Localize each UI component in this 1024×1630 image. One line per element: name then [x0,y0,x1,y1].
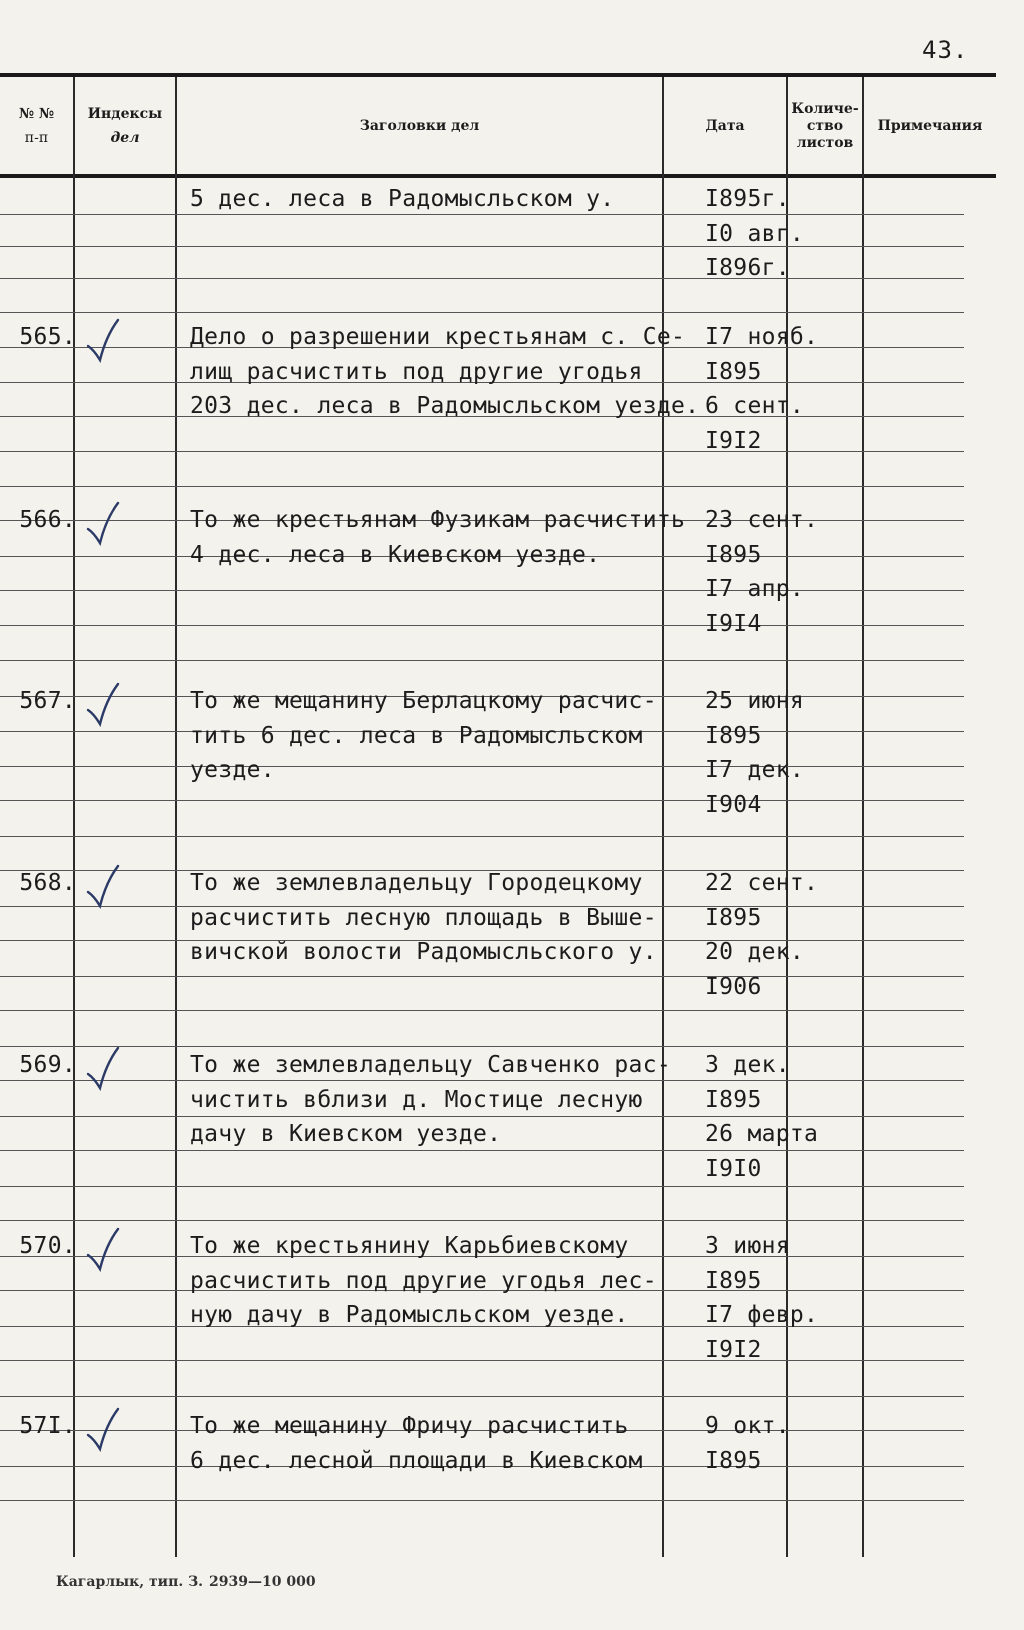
header-date: Дата [705,118,745,134]
case-date: I9I2 [705,1336,762,1363]
case-title-line: расчистить лесную площадь в Выше- [190,904,657,931]
case-date: 20 дек. [705,939,805,966]
case-date: I895 [705,1447,762,1474]
ruled-line [0,1500,964,1501]
ruled-line [0,1080,964,1081]
ruled-line [0,1046,964,1047]
header-title: Заголовки дел [359,118,480,134]
checkmark-icon [84,499,126,547]
ruled-line [0,312,964,313]
page-number: 43. [922,36,969,64]
case-title-line: лищ расчистить под другие угодья [190,358,643,385]
case-date: I895 [705,1267,762,1294]
case-date: I904 [705,791,762,818]
case-date: 25 июня [705,688,805,714]
checkmark-icon [84,1405,126,1453]
case-date: I895 [705,1086,762,1113]
case-title-line: ную дачу в Радомысльском уезде. [190,1302,629,1329]
case-title-line: То же мещанину Фричу расчистить [190,1413,629,1439]
column-divider [786,77,788,1557]
case-title-line: тить 6 дес. леса в Радомысльском [190,722,643,749]
case-date: 26 марта [705,1121,819,1148]
case-date: I7 дек. [705,757,805,784]
case-title-line: То же крестьянам Фузикам расчистить [190,507,686,533]
ruled-line [0,1116,964,1117]
ruled-line [0,1150,964,1151]
column-divider [175,77,177,1557]
case-date: 23 сент. [705,507,819,533]
case-title-line: То же землевладельцу Савченко рас- [190,1052,672,1078]
case-title-line: дачу в Киевском уезде. [190,1121,502,1148]
case-number: 569. [19,1052,76,1078]
case-date: I7 февр. [705,1302,819,1329]
header-sheets: Количе- ство листов [791,100,859,151]
case-date: I7 нояб. [705,324,819,350]
case-title-line: То же крестьянину Карьбиевскому [190,1233,629,1259]
case-date: I895 [705,722,762,749]
case-date: I895 [705,541,762,568]
case-title-line: вичской волости Радомысльского у. [190,939,657,966]
ruled-line [0,451,964,452]
case-number: 568. [19,870,76,896]
printer-footer: Кагарлык, тип. З. 2939—10 000 [56,1574,316,1590]
checkmark-icon [84,862,126,910]
case-date: I896г. [705,255,790,282]
checkmark-icon [84,316,126,364]
case-date: 22 сент. [705,870,819,896]
case-number: 566. [19,507,76,533]
ruled-line [0,1396,964,1397]
case-title-line: уезде. [190,757,275,784]
case-date: I9I0 [705,1155,762,1182]
ruled-line [0,1186,964,1187]
ruled-line [0,976,964,977]
case-title-line: То же землевладельцу Городецкому [190,870,643,896]
ruled-line [0,214,964,215]
case-date: I9I2 [705,427,762,454]
case-date: I7 апр. [705,576,805,603]
case-number: 57I. [19,1413,76,1439]
case-date: I0 авг. [705,220,805,247]
case-title-line: 4 дес. леса в Киевском уезде. [190,541,601,568]
column-divider [862,77,864,1557]
ruled-line [0,278,964,279]
case-title-line: 6 дес. лесной площади в Киевском [190,1447,643,1474]
case-title-line: 5 дес. леса в Радомысльском у. [190,186,615,212]
header-number: № № п-п [18,106,55,146]
column-divider [73,77,75,1557]
case-title-line: расчистить под другие угодья лес- [190,1267,657,1294]
header-notes: Примечания [877,118,983,134]
checkmark-icon [84,1225,126,1273]
case-date: 3 июня [705,1233,790,1259]
ruled-line [0,625,964,626]
ruled-line [0,766,964,767]
case-date: 3 дек. [705,1052,790,1078]
case-date: I895г. [705,186,790,212]
ruled-line [0,1220,964,1221]
ruled-line [0,800,964,801]
ruled-line [0,1010,964,1011]
case-title-line: чистить вблизи д. Мостице лесную [190,1086,643,1113]
ruled-line [0,486,964,487]
case-date: 6 сент. [705,393,805,420]
ruled-line [0,1360,964,1361]
ruled-line [0,590,964,591]
case-date: I895 [705,904,762,931]
case-date: 9 окт. [705,1413,790,1439]
ruled-line [0,660,964,661]
case-number: 565. [19,324,76,350]
case-date: I906 [705,973,762,1000]
case-date: I9I4 [705,610,762,637]
checkmark-icon [84,1044,126,1092]
checkmark-icon [84,680,126,728]
case-title-line: То же мещанину Берлацкому расчис- [190,688,657,714]
case-number: 570. [19,1233,76,1259]
case-number: 567. [19,688,76,714]
ruled-line [0,246,964,247]
header-index: Индексы дел [87,106,163,146]
case-date: I895 [705,358,762,385]
case-title-line: Дело о разрешении крестьянам с. Се- [190,324,686,350]
case-title-line: 203 дес. леса в Радомысльском уезде. [190,393,700,420]
ruled-line [0,836,964,837]
header-bottom-rule [0,174,996,178]
column-divider [662,77,664,1557]
table-top-rule [0,73,996,77]
